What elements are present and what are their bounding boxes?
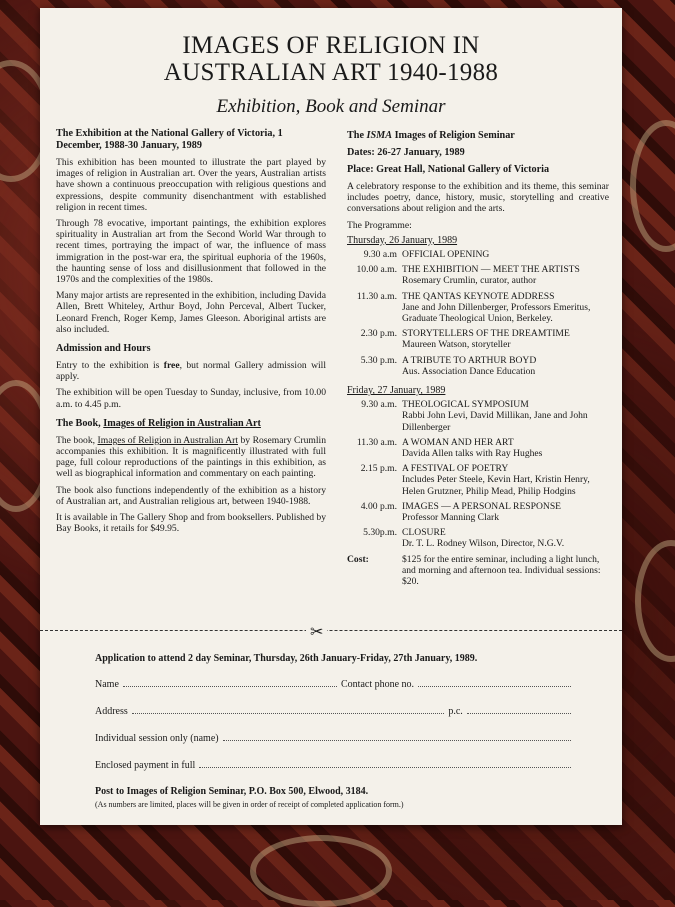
programme-item bbox=[347, 264, 609, 286]
programme-time: 11.30 a.m. bbox=[356, 436, 397, 448]
day-1-heading: Thursday, 26 January, 1989 bbox=[347, 234, 458, 246]
programme-item bbox=[347, 463, 609, 497]
book-heading-text: The Book, bbox=[56, 417, 104, 429]
book-paragraph: The book also functions independently of the exhibition as a history of Australian art, and Australian religious art, between 1940-1988. bbox=[56, 484, 326, 507]
admission-heading: Admission and Hours bbox=[56, 343, 151, 355]
address-label: Address bbox=[95, 706, 128, 717]
exhibition-paragraph: Many major artists are represented in the exhibition, including Davida Allen, Brett Whiteley, Arthur Boyd, John Perceval, Albert Tucker, Leonard French, Roger Kemp, James Gleeson. Aboriginal artists are also included. bbox=[56, 290, 326, 335]
programme-detail bbox=[402, 463, 609, 497]
programme-presenter: Rabbi John Levi, David Millikan, Jane and John Dillenberger bbox=[402, 410, 588, 433]
programme-time: 2.15 p.m. bbox=[360, 463, 397, 475]
programme-presenter: Professor Manning Clark bbox=[402, 512, 499, 524]
book-text: by Rosemary Crumlin accompanies this exhibition. It is magnificently illustrated with full page, full colour reproductions of the paintings in this exhibition, as well as biographical information and commentary on each painting. bbox=[56, 434, 326, 480]
phone-field[interactable] bbox=[418, 678, 571, 687]
day-2-heading: Friday, 27 January, 1989 bbox=[347, 385, 446, 397]
programme-session-title: IMAGES — A PERSONAL RESPONSE bbox=[402, 500, 562, 512]
exhibition-paragraph: Through 78 evocative, important paintings, the exhibition explores spirituality in Australian art from the Second World War through to recent times, portraying the impact of war, the influence of mass immigration in the post-war era, the spiritual euphoria of the 1960s, the haunting sense of loss and disillusionment that followed in the 1970s and the complexities of the 1980s. bbox=[56, 218, 326, 286]
name-row bbox=[95, 678, 575, 690]
programme-time: 2.30 p.m. bbox=[360, 328, 397, 340]
programme-time: 11.30 a.m. bbox=[356, 290, 397, 302]
programme-session-title: A FESTIVAL OF POETRY bbox=[402, 463, 509, 475]
programme-detail bbox=[402, 527, 609, 549]
programme-session-title: A TRIBUTE TO ARTHUR BOYD bbox=[402, 354, 537, 366]
programme-session-title: CLOSURE bbox=[402, 527, 446, 539]
admission-free: free bbox=[163, 360, 180, 372]
programme-item bbox=[347, 249, 609, 260]
programme-session-title: THE QANTAS KEYNOTE ADDRESS bbox=[402, 290, 555, 302]
cost-row bbox=[347, 554, 609, 588]
seminar-place: Place: Great Hall, National Gallery of Victoria bbox=[347, 164, 550, 175]
programme-item bbox=[347, 355, 609, 377]
limited-places-note: (As numbers are limited, places will be given in order of receipt of completed application form.) bbox=[95, 800, 404, 809]
programme-detail bbox=[402, 264, 609, 286]
programme-detail bbox=[402, 291, 609, 325]
session-row bbox=[95, 732, 575, 744]
rug-ornament bbox=[635, 540, 675, 662]
seminar-dates: Dates: 26-27 January, 1989 bbox=[347, 147, 465, 158]
programme-detail bbox=[402, 249, 609, 260]
post-address: Post to Images of Religion Seminar, P.O. Box 500, Elwood, 3184. bbox=[95, 786, 369, 797]
programme-item bbox=[347, 328, 609, 350]
programme-detail bbox=[402, 501, 609, 523]
title-line-1: IMAGES OF RELIGION IN bbox=[182, 32, 480, 59]
programme-time: 9.30 a.m bbox=[363, 249, 397, 261]
seminar-heading-text: Images of Religion Seminar bbox=[392, 130, 515, 141]
rug-ornament bbox=[250, 835, 392, 907]
right-column bbox=[347, 130, 609, 587]
address-row bbox=[95, 705, 575, 717]
programme-time: 10.00 a.m. bbox=[356, 264, 397, 276]
programme-time: 4.00 p.m. bbox=[360, 500, 397, 512]
exhibition-heading: The Exhibition at the National Gallery of Victoria, 1 December, 1988-30 January, 1989 bbox=[56, 128, 283, 151]
programme-time: 9.30 a.m. bbox=[361, 399, 397, 411]
left-column bbox=[56, 128, 326, 539]
programme-presenter: Rosemary Crumlin, curator, author bbox=[402, 275, 537, 287]
book-text: The book, bbox=[56, 434, 98, 446]
book-paragraph bbox=[56, 435, 326, 480]
postcode-label: p.c. bbox=[448, 706, 463, 717]
book-paragraph: It is available in The Gallery Shop and from booksellers. Published by Bay Books, it retails for $49.95. bbox=[56, 512, 326, 535]
cut-line bbox=[40, 630, 622, 631]
admission-text: , but normal Gallery admission will apply. bbox=[56, 360, 326, 383]
book-heading bbox=[56, 418, 326, 430]
application-heading: Application to attend 2 day Seminar, Thursday, 26th January-Friday, 27th January, 1989. bbox=[95, 653, 478, 664]
programme-item bbox=[347, 399, 609, 433]
address-field[interactable] bbox=[132, 705, 445, 714]
cost-label: Cost: bbox=[347, 553, 369, 565]
page-subtitle: Exhibition, Book and Seminar bbox=[216, 96, 446, 117]
programme-presenter: Davida Allen talks with Ray Hughes bbox=[402, 448, 543, 460]
programme-item bbox=[347, 437, 609, 459]
programme-session-title: OFFICIAL OPENING bbox=[402, 249, 490, 261]
programme-presenter: Dr. T. L. Rodney Wilson, Director, N.G.V. bbox=[402, 538, 565, 550]
programme-presenter: Includes Peter Steele, Kevin Hart, Kristin Henry, Helen Grutzner, Philip Mead, Philip Hodgins bbox=[402, 474, 590, 497]
programme-session-title: STORYTELLERS OF THE DREAMTIME bbox=[402, 328, 570, 340]
programme-item bbox=[347, 501, 609, 523]
postcode-field[interactable] bbox=[467, 705, 571, 714]
programme-time: 5.30 p.m. bbox=[360, 354, 397, 366]
programme-item bbox=[347, 527, 609, 549]
programme-presenter: Maureen Watson, storyteller bbox=[402, 339, 511, 351]
programme-detail bbox=[402, 437, 609, 459]
flyer-page bbox=[40, 8, 622, 825]
day-2-schedule bbox=[347, 399, 609, 549]
payment-field[interactable] bbox=[199, 759, 571, 768]
session-field[interactable] bbox=[223, 732, 571, 741]
programme-session-title: THE EXHIBITION — MEET THE ARTISTS bbox=[402, 264, 580, 276]
hours-paragraph: The exhibition will be open Tuesday to Sunday, inclusive, from 10.00 a.m. to 4.45 p.m. bbox=[56, 387, 326, 410]
name-field[interactable] bbox=[123, 678, 337, 687]
admission-paragraph bbox=[56, 360, 326, 382]
programme-session-title: THEOLOGICAL SYMPOSIUM bbox=[402, 399, 529, 411]
book-title: Images of Religion in Australian Art bbox=[97, 434, 238, 446]
programme-detail bbox=[402, 355, 609, 377]
scissors-icon: ✂ bbox=[306, 622, 327, 642]
cost-value: $125 for the entire seminar, including a light lunch, and morning and afternoon tea. Individual sessions: $20. bbox=[402, 553, 601, 588]
admission-text: Entry to the exhibition is bbox=[56, 360, 164, 372]
programme-item bbox=[347, 291, 609, 325]
payment-label: Enclosed payment in full bbox=[95, 760, 196, 771]
programme-label: The Programme: bbox=[347, 219, 412, 231]
programme-presenter: Jane and John Dillenberger, Professors Emeritus, Graduate Theological Union, Berkeley. bbox=[402, 301, 591, 325]
programme-presenter: Aus. Association Dance Education bbox=[402, 365, 536, 377]
day-1-schedule bbox=[347, 249, 609, 377]
exhibition-paragraph: This exhibition has been mounted to illustrate the part played by images of religion in Australian art. Over the years, Australian artists have shown a continuous preoccupation with religious questions and expressions, despite community disenchantment with established religion in recent times. bbox=[56, 157, 326, 213]
programme-session-title: A WOMAN AND HER ART bbox=[402, 436, 514, 448]
title-line-2: AUSTRALIAN ART 1940-1988 bbox=[163, 59, 499, 86]
book-heading-title: Images of Religion in Australian Art bbox=[103, 417, 261, 429]
name-label: Name bbox=[95, 679, 119, 690]
seminar-heading-isma: ISMA bbox=[366, 130, 393, 141]
programme-detail bbox=[402, 399, 609, 433]
rug-ornament bbox=[630, 120, 675, 252]
seminar-heading-text: The bbox=[347, 130, 367, 141]
phone-label: Contact phone no. bbox=[341, 679, 415, 690]
seminar-intro: A celebratory response to the exhibition and its theme, this seminar includes poetry, dance, history, music, storytelling and creative conversations about religion and the arts. bbox=[347, 181, 609, 215]
page-title bbox=[40, 32, 622, 86]
session-label: Individual session only (name) bbox=[95, 733, 219, 744]
programme-time: 5.30p.m. bbox=[363, 527, 397, 539]
seminar-heading bbox=[347, 130, 609, 142]
payment-row bbox=[95, 759, 575, 771]
programme-detail bbox=[402, 328, 609, 350]
application-form bbox=[95, 653, 575, 809]
